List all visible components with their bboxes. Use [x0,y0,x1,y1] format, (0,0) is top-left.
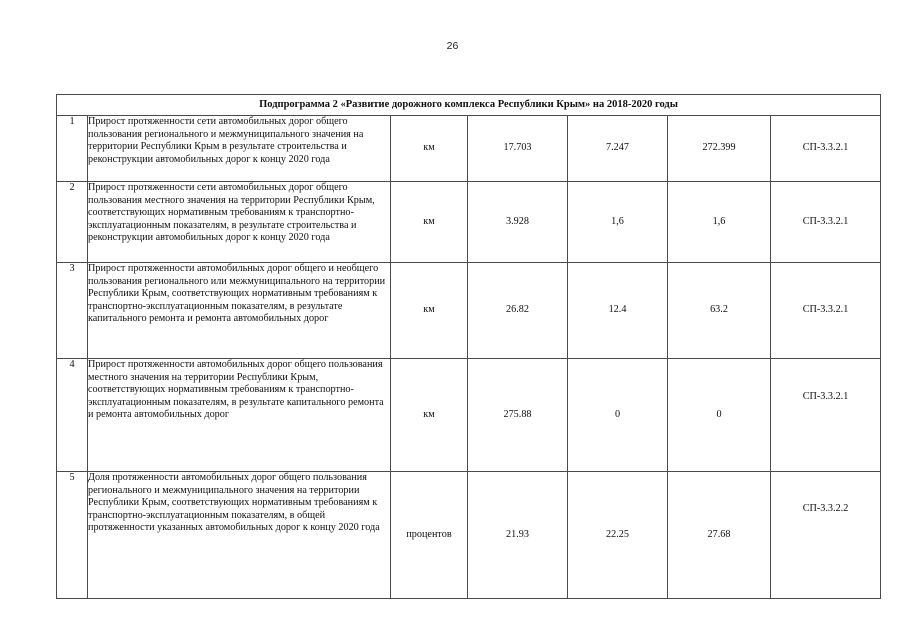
table-row [57,359,881,472]
unit-cell: процентов [391,472,468,599]
unit-cell: км [391,359,468,472]
value-2018: 26.82 [468,263,568,359]
table-row [57,263,881,359]
row-number: 3 [57,263,88,359]
unit-cell: км [391,116,468,182]
indicator-description: Прирост протяженности автомобильных дорог общего пользования местного значения на территории Республики Крым, соответствующих нормативным требованиям к транспортно-эксплуатационным показателям, в результате капитального ремонта и ремонта автомобильных дорог [88,359,391,472]
value-2018: 17.703 [468,116,568,182]
value-2019: 1,6 [568,182,668,263]
value-2020: 0 [668,359,771,472]
code-cell: СП-3.3.2.1 [771,359,881,472]
code-cell: СП-3.3.2.1 [771,263,881,359]
unit-cell: км [391,182,468,263]
value-2019: 0 [568,359,668,472]
value-2020: 1,6 [668,182,771,263]
indicator-description: Прирост протяженности сети автомобильных дорог общего пользования местного значения на территории Республики Крым, соответствующих нормативным требованиям к транспортно-эксплуатационным показателям, в результате строительства и реконструкции автомобильных дорог к концу 2020 года [88,182,391,263]
value-2019: 7.247 [568,116,668,182]
table-row [57,472,881,599]
row-number: 5 [57,472,88,599]
indicator-description: Прирост протяженности автомобильных дорог общего и необщего пользования регионального или межмуниципального на территории Республики Крым, соответствующих нормативным требованиям к транспортно-эксплуатационным показателям, в результате капитального ремонта и ремонта автомобильных дорог [88,263,391,359]
table-title-row [57,95,881,116]
row-number: 4 [57,359,88,472]
value-2019: 22.25 [568,472,668,599]
code-cell: СП-3.3.2.1 [771,182,881,263]
indicator-description: Прирост протяженности сети автомобильных дорог общего пользования регионального и межмуниципального значения на территории Республики Крым в результате строительства и реконструкции автомобильных дорог к концу 2020 года [88,116,391,182]
value-2020: 272.399 [668,116,771,182]
unit-cell: км [391,263,468,359]
page-number: 26 [446,40,459,52]
indicators-table [56,94,881,599]
value-2018: 275.88 [468,359,568,472]
indicator-description: Доля протяженности автомобильных дорог общего пользования регионального и межмуниципального значения на территории Республики Крым, соответствующих нормативным требованиям к транспортно-эксплуатационным показателям, в общей протяженности указанных автомобильных дорог к концу 2020 года [88,472,391,599]
row-number: 2 [57,182,88,263]
value-2020: 63.2 [668,263,771,359]
code-cell: СП-3.3.2.2 [771,472,881,599]
table-row [57,182,881,263]
value-2018: 21.93 [468,472,568,599]
code-cell: СП-3.3.2.1 [771,116,881,182]
table-row [57,116,881,182]
value-2018: 3.928 [468,182,568,263]
value-2019: 12.4 [568,263,668,359]
subprogram-title: Подпрограмма 2 «Развитие дорожного комплекса Республики Крым» на 2018-2020 годы [57,95,881,116]
value-2020: 27.68 [668,472,771,599]
row-number: 1 [57,116,88,182]
